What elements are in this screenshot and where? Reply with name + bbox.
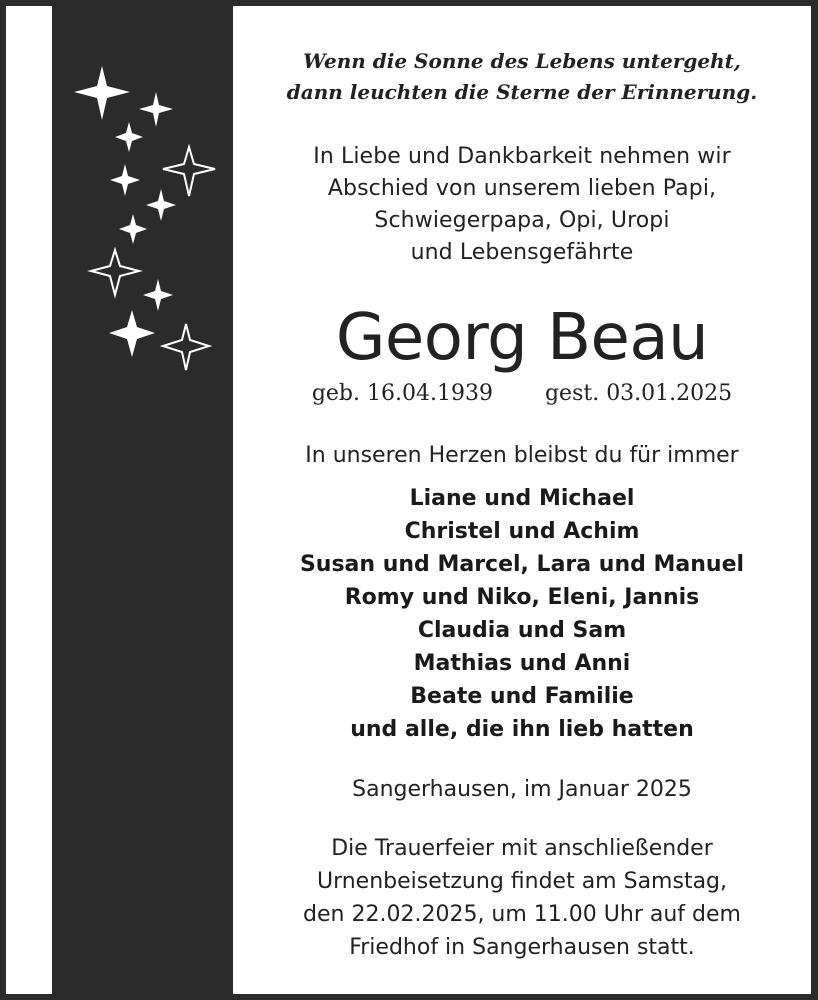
star-icon xyxy=(119,214,147,244)
motto-quote xyxy=(233,46,811,108)
service-line: Urnenbeisetzung findet am Samstag, xyxy=(316,869,728,894)
mourner-entry: Liane und Michael xyxy=(409,486,635,511)
obituary-text-panel xyxy=(233,6,811,994)
service-line: Die Trauerfeier mit anschließender xyxy=(331,836,713,861)
birth-date: geb. 16.04.1939 xyxy=(311,381,493,406)
service-announcement xyxy=(233,832,811,964)
star-icon xyxy=(139,92,173,127)
intro-text xyxy=(233,141,811,269)
death-date: gest. 03.01.2025 xyxy=(544,381,733,406)
star-icon xyxy=(143,279,173,311)
star-outline-icon xyxy=(163,147,215,196)
place-and-date: Sangerhausen, im Januar 2025 xyxy=(352,777,692,802)
motto-line: Wenn die Sonne des Lebens untergeht, xyxy=(303,49,741,73)
mourner-entry: und alle, die ihn lieb hatten xyxy=(350,717,694,742)
remembrance-line: In unseren Herzen bleibst du für immer xyxy=(305,443,739,468)
star-icon xyxy=(109,310,155,357)
deceased-name: Georg Beau xyxy=(335,301,709,375)
mourner-entry: Mathias und Anni xyxy=(413,651,631,676)
mourner-entry: Beate und Familie xyxy=(410,684,634,709)
mourners-list xyxy=(233,482,811,746)
decorative-star-panel xyxy=(52,6,233,994)
intro-line: In Liebe und Dankbarkeit nehmen wir xyxy=(313,144,731,169)
intro-line: Abschied von unserem lieben Papi, xyxy=(327,176,717,201)
motto-line: dann leuchten die Sterne der Erinnerung. xyxy=(286,80,758,104)
star-icon xyxy=(115,122,143,152)
star-icon xyxy=(146,189,176,221)
stars-decoration xyxy=(52,6,233,994)
left-margin-strip xyxy=(6,6,52,994)
mourner-entry: Romy und Niko, Eleni, Jannis xyxy=(344,585,700,610)
life-dates xyxy=(233,378,811,410)
star-icon xyxy=(74,66,130,120)
star-outline-icon xyxy=(163,324,209,370)
mourner-entry: Susan und Marcel, Lara und Manuel xyxy=(299,552,745,577)
mourner-entry: Claudia und Sam xyxy=(417,618,627,643)
service-line: Friedhof in Sangerhausen statt. xyxy=(349,935,695,960)
star-outline-icon xyxy=(91,250,139,295)
mourner-entry: Christel und Achim xyxy=(404,519,640,544)
intro-line: Schwiegerpapa, Opi, Uropi xyxy=(374,208,670,233)
star-icon xyxy=(110,164,140,196)
service-line: den 22.02.2025, um 11.00 Uhr auf dem xyxy=(303,902,741,927)
intro-line: und Lebensgefährte xyxy=(410,240,634,265)
